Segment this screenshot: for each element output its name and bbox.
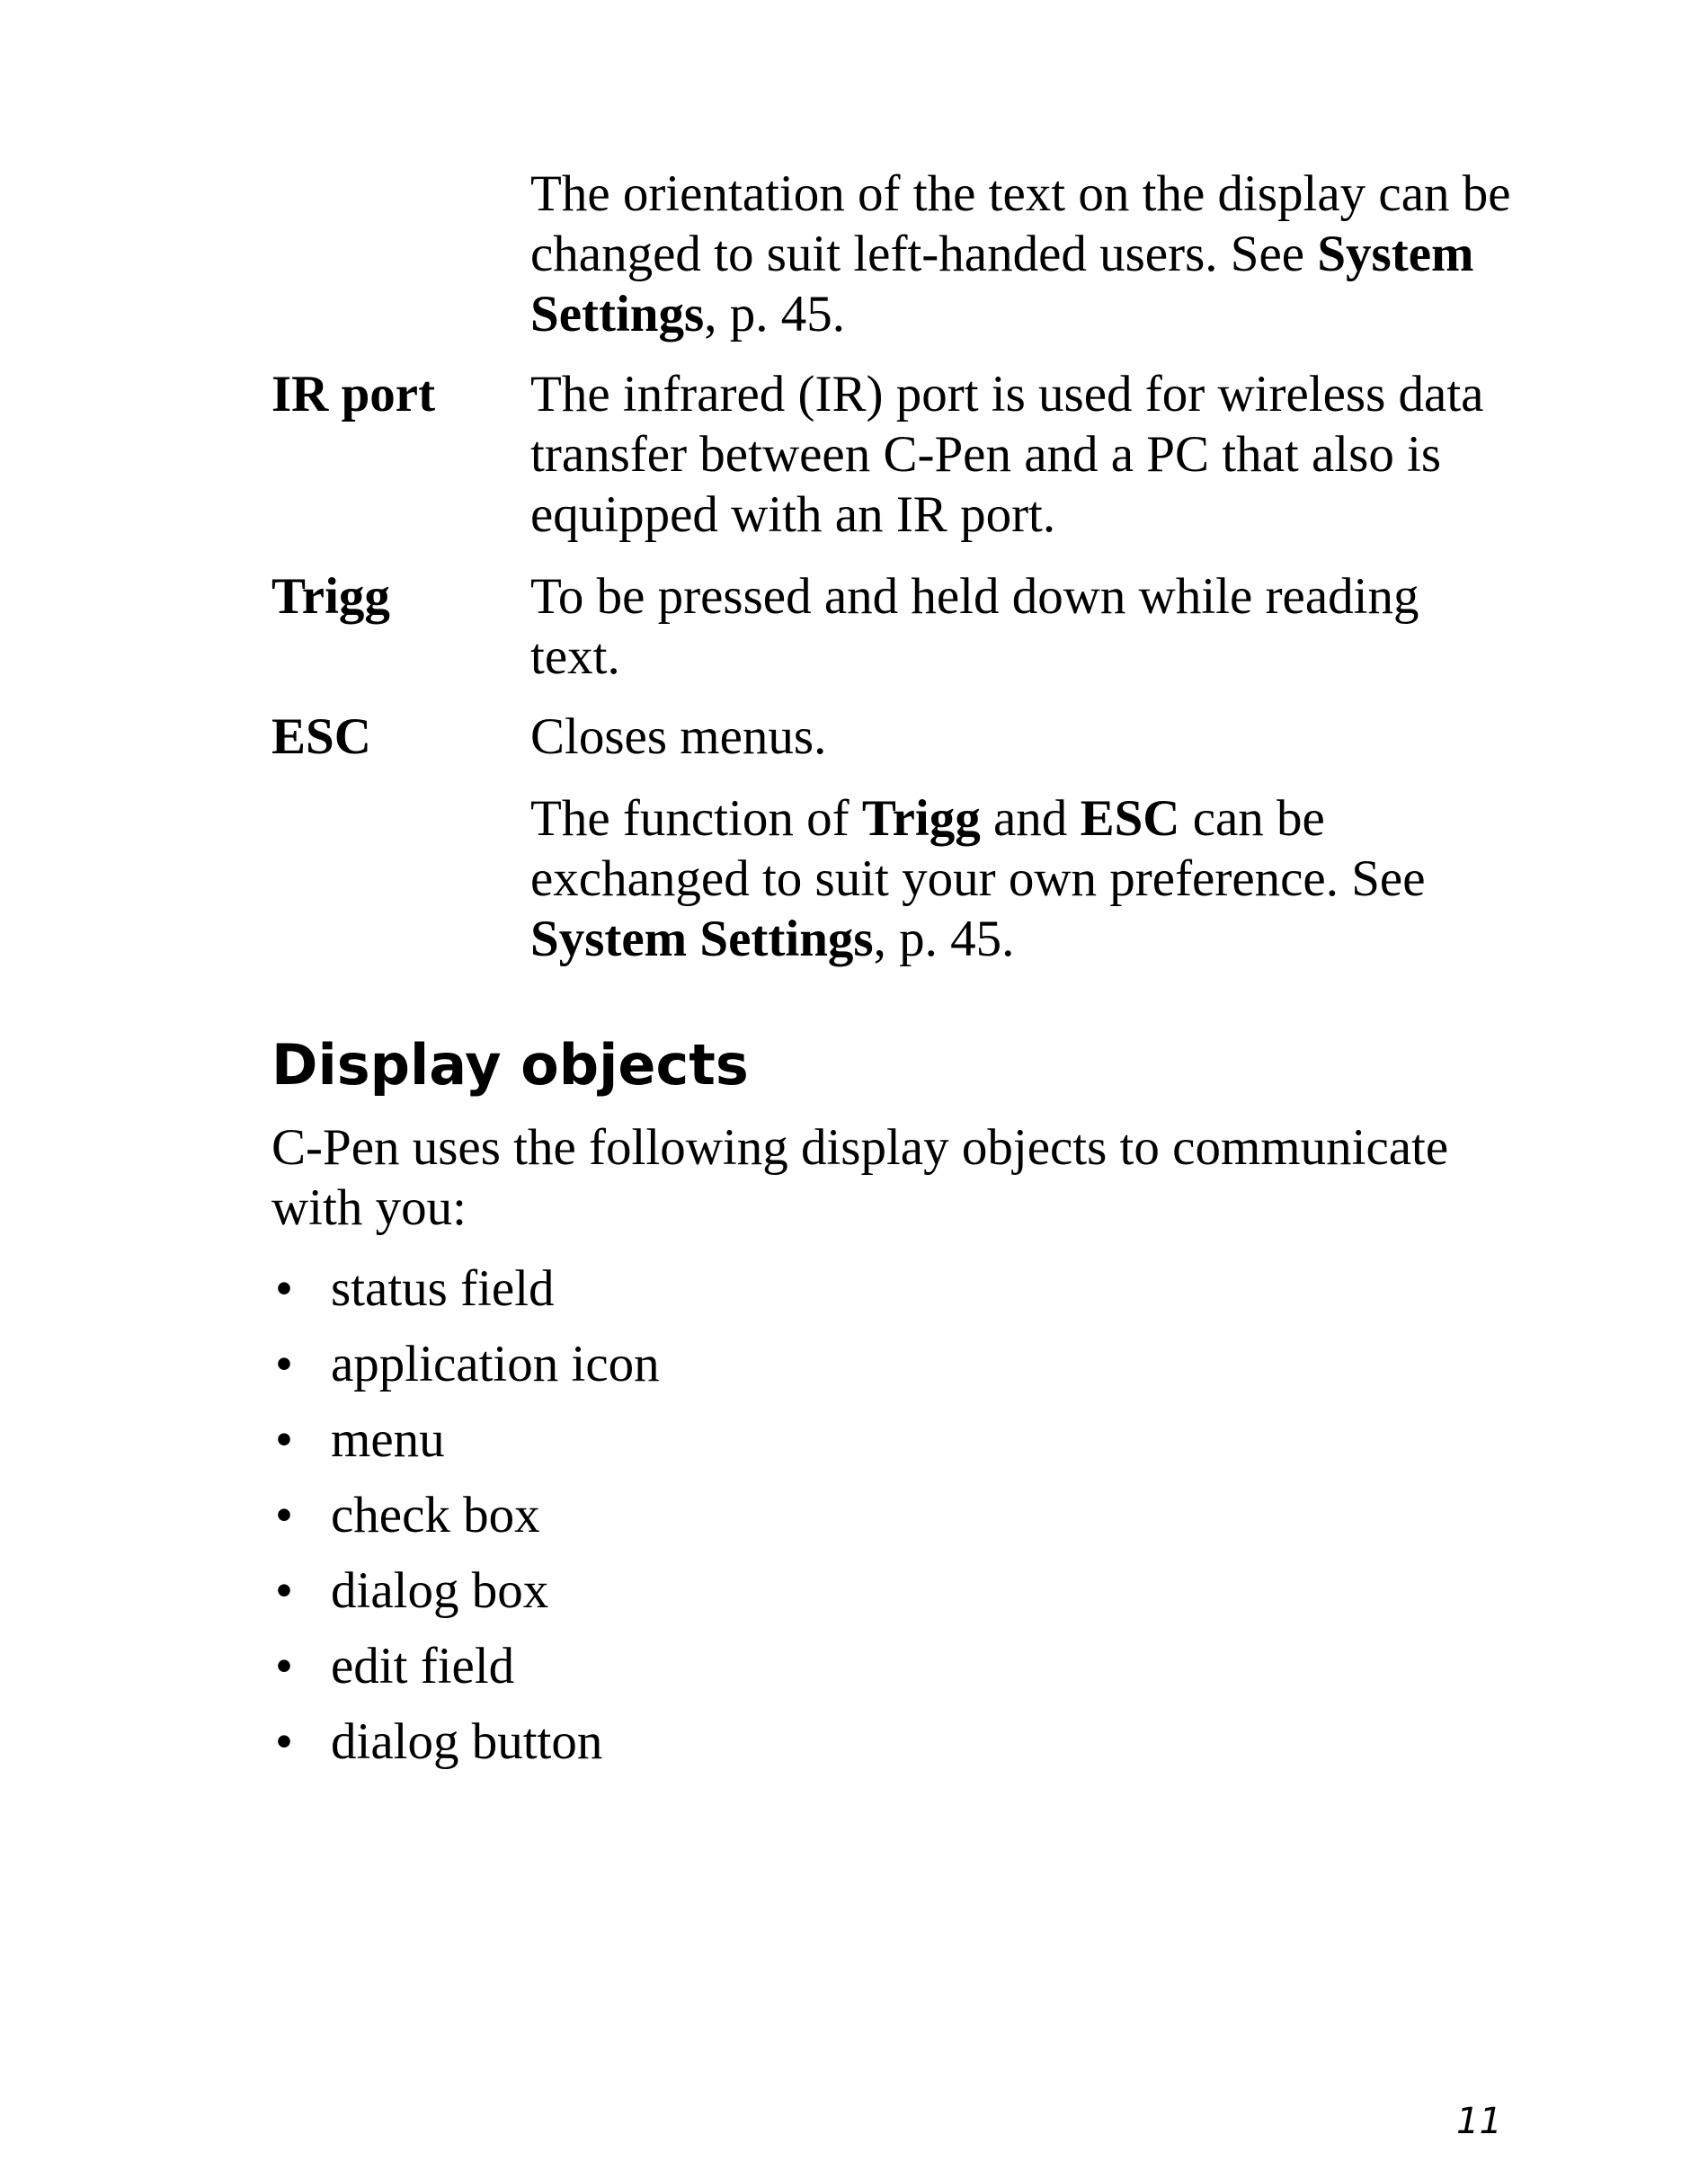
function-note bbox=[530, 788, 1519, 969]
section-intro: C-Pen uses the following display objects to communicate with you: bbox=[271, 1119, 1449, 1236]
definition-description bbox=[530, 707, 1519, 767]
bullet-icon: • bbox=[275, 1638, 293, 1694]
list-item-label: dialog box bbox=[331, 1562, 549, 1619]
list-item bbox=[271, 1485, 660, 1561]
bullet-icon: • bbox=[275, 1713, 293, 1770]
trigg-reference: Trigg bbox=[861, 790, 981, 847]
esc-reference: ESC bbox=[1080, 790, 1180, 847]
definition-term: IR port bbox=[271, 366, 436, 422]
page-number: 11 bbox=[1456, 2101, 1502, 2142]
display-objects-list bbox=[271, 1258, 660, 1787]
function-note-text: The function of bbox=[530, 790, 862, 847]
definition-description-text: Closes menus. bbox=[530, 708, 827, 765]
list-item-label: status field bbox=[331, 1260, 555, 1317]
list-item-label: edit field bbox=[331, 1638, 515, 1694]
definition-term: Trigg bbox=[271, 568, 390, 625]
function-note-page-ref: , p. 45. bbox=[873, 911, 1015, 967]
bullet-icon: • bbox=[275, 1487, 293, 1543]
list-item bbox=[271, 1636, 660, 1712]
list-item-label: dialog button bbox=[331, 1713, 603, 1770]
bullet-icon: • bbox=[275, 1562, 293, 1619]
definition-description-text: The infrared (IR) port is used for wireless data transfer between C-Pen and a PC that also is equipped with an IR port. bbox=[530, 366, 1484, 543]
function-note-text: and bbox=[980, 790, 1081, 847]
list-item-label: menu bbox=[331, 1411, 445, 1468]
list-item bbox=[271, 1712, 660, 1787]
system-settings-reference: System Settings bbox=[530, 911, 874, 967]
bullet-icon: • bbox=[275, 1260, 293, 1317]
bullet-icon: • bbox=[275, 1336, 293, 1392]
bullet-icon: • bbox=[275, 1411, 293, 1468]
orientation-note bbox=[530, 164, 1519, 344]
list-item bbox=[271, 1410, 660, 1485]
system-settings-reference: System Settings bbox=[530, 226, 1474, 342]
definition-description bbox=[530, 364, 1519, 545]
list-item-label: check box bbox=[331, 1487, 540, 1543]
definition-description bbox=[530, 566, 1519, 687]
list-item-label: application icon bbox=[331, 1336, 660, 1392]
list-item bbox=[271, 1334, 660, 1410]
section-heading: Display objects bbox=[271, 1032, 749, 1098]
definition-term: ESC bbox=[271, 708, 371, 765]
function-note-text: can be exchanged to suit your own preference. See bbox=[530, 790, 1426, 907]
definition-description-text: To be pressed and held down while reading text. bbox=[530, 568, 1419, 685]
orientation-note-text: The orientation of the text on the display can be changed to suit left-handed users. See bbox=[530, 165, 1511, 282]
orientation-note-page-ref: , p. 45. bbox=[704, 286, 845, 342]
list-item bbox=[271, 1561, 660, 1636]
list-item bbox=[271, 1258, 660, 1334]
